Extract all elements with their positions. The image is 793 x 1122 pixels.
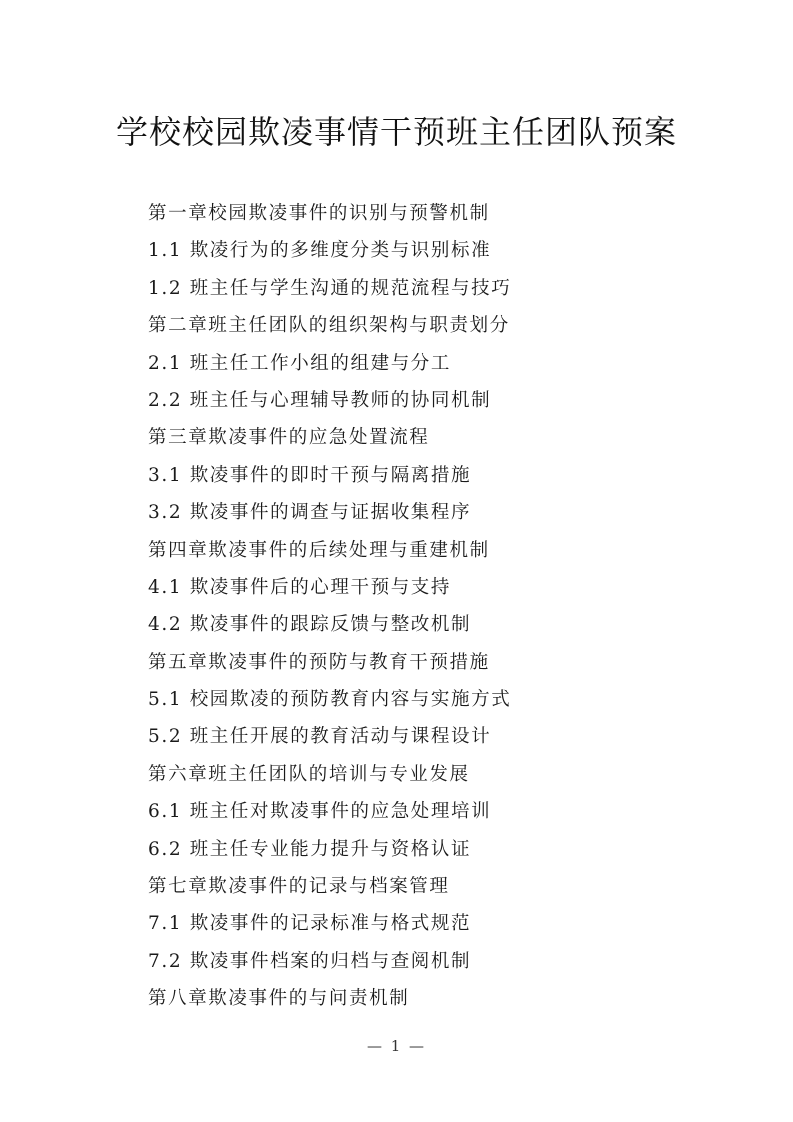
toc-item: 第二章班主任团队的组织架构与职责划分 xyxy=(148,315,510,337)
toc-item: 2.1 班主任工作小组的组建与分工 xyxy=(148,352,452,374)
toc-item: 1.1 欺凌行为的多维度分类与识别标准 xyxy=(148,240,492,262)
toc-item: 3.1 欺凌事件的即时干预与隔离措施 xyxy=(148,464,472,486)
toc-item: 5.2 班主任开展的教育活动与课程设计 xyxy=(148,726,492,748)
toc-item: 第六章班主任团队的培训与专业发展 xyxy=(148,763,470,785)
toc-item: 1.2 班主任与学生沟通的规范流程与技巧 xyxy=(148,277,512,299)
toc-item: 7.1 欺凌事件的记录标准与格式规范 xyxy=(148,913,472,935)
page-number: — 1 — xyxy=(366,1037,427,1055)
toc-item: 7.2 欺凌事件档案的归档与查阅机制 xyxy=(148,950,472,972)
toc-item: 第七章欺凌事件的记录与档案管理 xyxy=(148,876,450,898)
toc-item: 4.2 欺凌事件的跟踪反馈与整改机制 xyxy=(148,614,472,636)
toc-item: 2.2 班主任与心理辅导教师的协同机制 xyxy=(148,389,492,411)
toc-item: 6.2 班主任专业能力提升与资格认证 xyxy=(148,838,472,860)
toc-item: 5.1 校园欺凌的预防教育内容与实施方式 xyxy=(148,689,512,711)
toc-item: 3.2 欺凌事件的调查与证据收集程序 xyxy=(148,502,472,524)
table-of-contents xyxy=(148,195,708,1018)
toc-item: 第一章校园欺凌事件的识别与预警机制 xyxy=(148,203,490,224)
toc-item: 第五章欺凌事件的预防与教育干预措施 xyxy=(148,651,490,673)
toc-item: 第四章欺凌事件的后续处理与重建机制 xyxy=(148,539,490,561)
document-title: 学校校园欺凌事情干预班主任团队预案 xyxy=(115,113,677,151)
toc-item: 4.1 欺凌事件后的心理干预与支持 xyxy=(148,576,452,598)
toc-item: 第三章欺凌事件的应急处置流程 xyxy=(148,427,430,449)
toc-item: 6.1 班主任对欺凌事件的应急处理培训 xyxy=(148,801,492,823)
toc-item: 第八章欺凌事件的与问责机制 xyxy=(148,988,410,1010)
